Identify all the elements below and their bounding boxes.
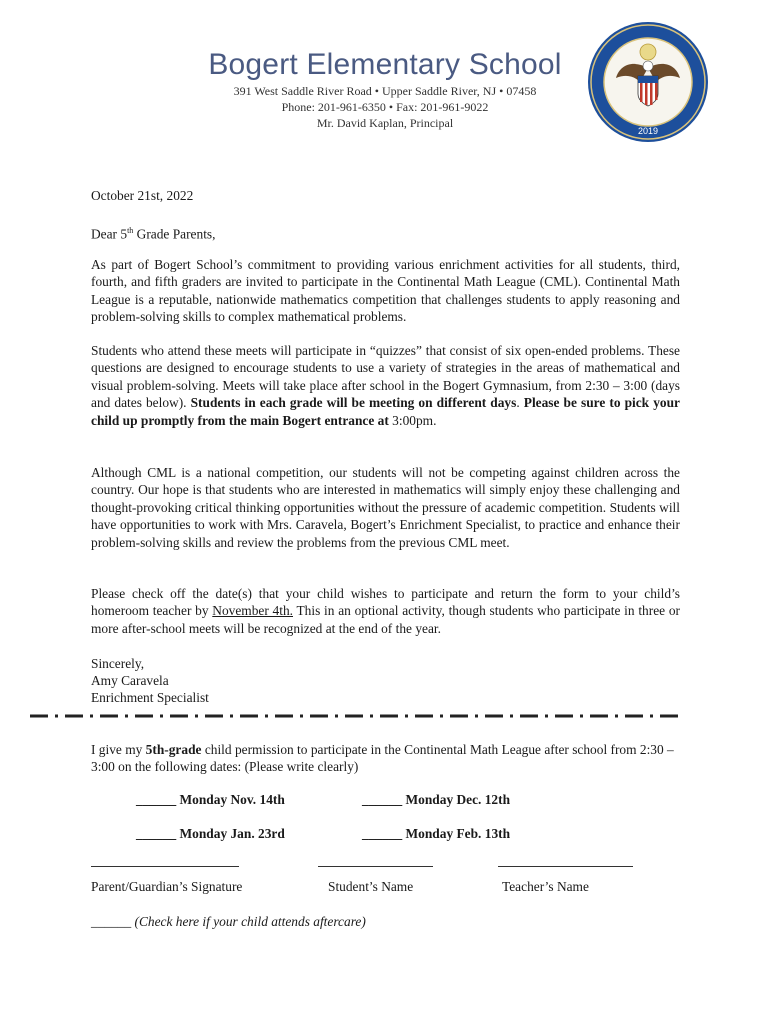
letter-date: October 21st, 2022: [91, 188, 194, 203]
date-option-feb-13[interactable]: ______ Monday Feb. 13th: [362, 826, 511, 841]
paragraph-2: Students who attend these meets will participate in “quizzes” that consist of six open-ended problems. These questions are designed to encourage students to use a variety of strategies in the areas of mathematical and visual problem-solving. Meets will take place after school in the Bogert Gymnasium, from 2:30 – 3:00 (days and dates below). Students in each grade will be meeting on different days. Please be sure to pick your child up promptly from the main Bogert entrance at 3:00pm.: [91, 343, 680, 428]
return-deadline: November 4th.: [212, 603, 293, 619]
closing: Sincerely,: [91, 656, 145, 671]
blue-ribbon-seal-icon: [586, 20, 710, 144]
signer-title: Enrichment Specialist: [91, 690, 209, 705]
date-option-nov-14[interactable]: ______ Monday Nov. 14th: [136, 792, 285, 807]
aftercare-checkbox-line[interactable]: [91, 913, 680, 930]
paragraph-3: Although CML is a national competition, our students will not be competing against children across the country. Our hope is that students who are interested in mathematics will simply enjoy these challenging and thought-provoking critical thinking opportunities without the pressure of academic competition. Students will have opportunities to work with Mrs. Caravela, Bogert’s Enrichment Specialist, to practice and enhance their problem-solving skills and review the problems from the previous CML meet.: [91, 465, 680, 550]
signer-name: Amy Caravela: [91, 673, 169, 688]
teacher-name-label: Teacher’s Name: [502, 879, 589, 894]
paragraph-4: Please check off the date(s) that your child wishes to participate and return the form to your child’s homeroom teacher by November 4th. This in an optional activity, though students who participate in three or more after-school meets will be recognized at the end of the year.: [91, 586, 680, 636]
date-option-dec-12[interactable]: ______ Monday Dec. 12th: [362, 792, 511, 807]
paragraph-1: As part of Bogert School’s commitment to providing various enrichment activities for all students, third, fourth, and fifth graders are invited to participate in the Continental Math League (CML). Continental Math League is a reputable, nationwide mathematics competition that challenges students to apply reasoning and problem-solving skills to complex mathematical problems.: [91, 257, 680, 325]
permission-statement: I give my 5th-grade child permission to participate in the Continental Math League after school from 2:30 – 3:00 on the following dates: (Please write clearly): [91, 742, 674, 775]
school-name: Bogert Elementary School: [208, 48, 562, 81]
grade-label: 5th-grade: [145, 742, 202, 757]
teacher-name-line[interactable]: [498, 866, 633, 867]
parent-signature-line[interactable]: [91, 866, 239, 867]
student-name-label: Student’s Name: [328, 879, 414, 894]
school-principal: Mr. David Kaplan, Principal: [316, 116, 454, 130]
school-address: 391 West Saddle River Road • Upper Saddle River, NJ • 07458: [233, 84, 537, 98]
paragraph-2-bold-days: Students in each grade will be meeting on different days: [190, 395, 517, 411]
parent-signature-label: Parent/Guardian’s Signature: [91, 879, 243, 894]
cut-line-divider: [30, 713, 680, 719]
aftercare-label: (Check here if your child attends aftercare): [131, 914, 366, 929]
seal-year: 2019: [637, 126, 659, 136]
letter-greeting: Dear 5th Grade Parents,: [91, 226, 216, 242]
student-name-line[interactable]: [318, 866, 433, 867]
paragraph-2-bold-pickup: Please be sure to pick your child up promptly from the main Bogert entrance at: [91, 395, 680, 428]
date-option-jan-23[interactable]: ______ Monday Jan. 23rd: [136, 826, 285, 841]
school-phone-fax: Phone: 201-961-6350 • Fax: 201-961-9022: [281, 100, 489, 114]
aftercare-blank[interactable]: ______: [91, 914, 132, 929]
